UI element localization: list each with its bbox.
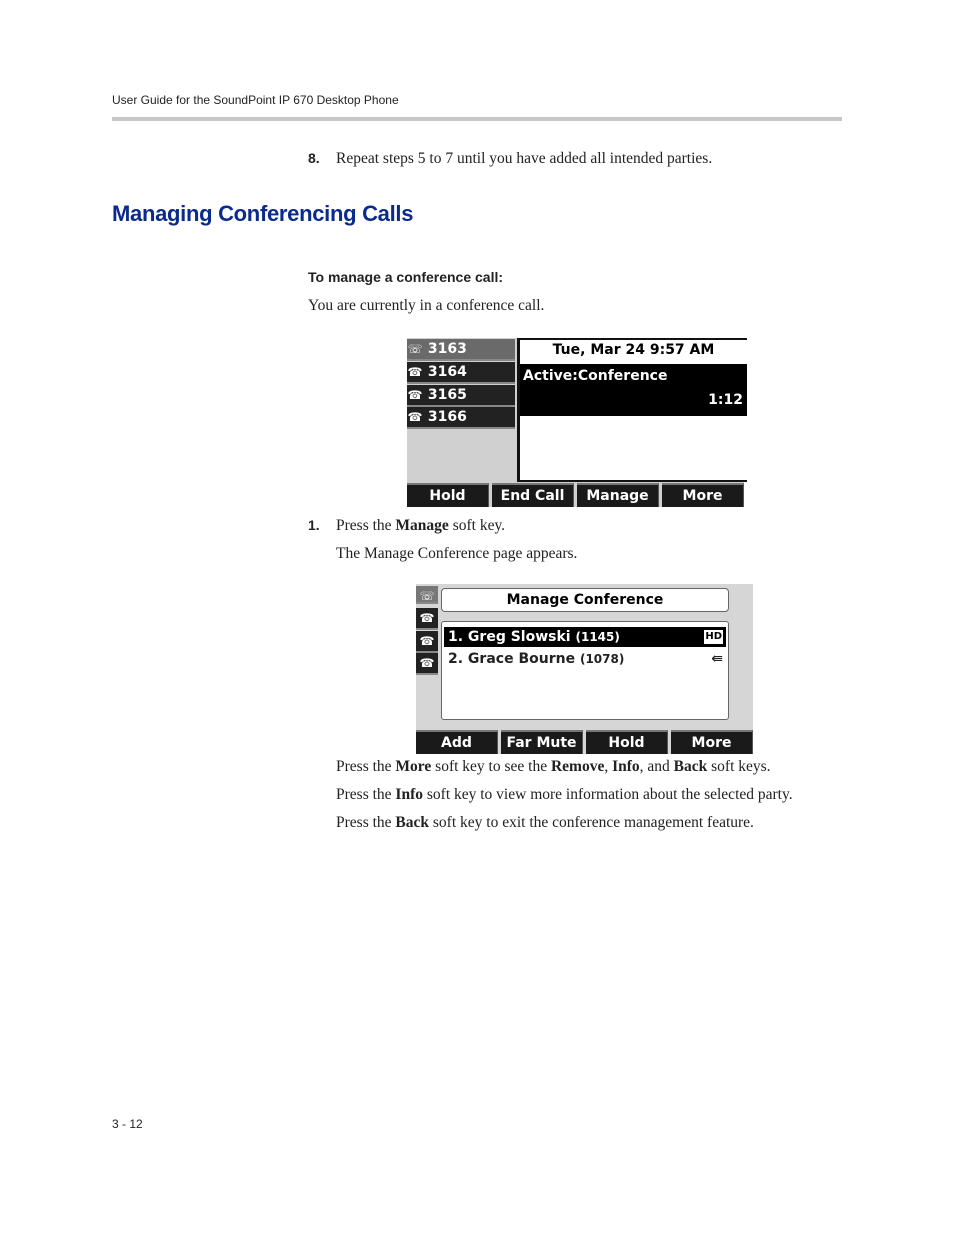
end-call-softkey[interactable]: End Call bbox=[492, 483, 574, 507]
screen-title: Manage Conference bbox=[441, 588, 729, 612]
phone-icon[interactable]: ☎ bbox=[416, 631, 438, 653]
call-status: Active:Conference bbox=[523, 368, 668, 384]
party-name: 1. Greg Slowski bbox=[448, 629, 571, 645]
step-text: Repeat steps 5 to 7 until you have added all intended parties. bbox=[336, 150, 713, 167]
active-call-bar[interactable] bbox=[520, 364, 747, 416]
line-key-3[interactable] bbox=[407, 385, 515, 407]
text-run: Press the bbox=[336, 758, 396, 775]
step-1 bbox=[308, 517, 506, 535]
note-more bbox=[336, 758, 771, 776]
party-name: 2. Grace Bourne bbox=[448, 651, 576, 667]
phone-screen-manage-conference bbox=[416, 584, 753, 754]
line-label: 3164 bbox=[427, 364, 467, 380]
page-number: 3 - 12 bbox=[112, 1117, 143, 1131]
running-header: User Guide for the SoundPoint IP 670 Desktop Phone bbox=[112, 93, 399, 107]
line-label: 3165 bbox=[427, 387, 467, 403]
line-label: 3163 bbox=[427, 341, 467, 357]
party-name-line bbox=[448, 627, 620, 647]
party-name-line bbox=[448, 649, 624, 669]
key-name: Info bbox=[612, 758, 640, 775]
phone-screen-conference bbox=[407, 338, 744, 507]
add-softkey[interactable]: Add bbox=[416, 730, 498, 754]
step-number: 8. bbox=[308, 150, 320, 166]
phone-off-hook-icon[interactable]: ☏ bbox=[416, 586, 438, 604]
line-key-4[interactable] bbox=[407, 407, 515, 429]
manage-softkey[interactable]: Manage bbox=[577, 483, 659, 507]
hold-softkey[interactable]: Hold bbox=[586, 730, 668, 754]
text-run: soft key to view more information about the selected party. bbox=[423, 786, 793, 803]
step-text bbox=[336, 517, 505, 535]
date-time: Tue, Mar 24 9:57 AM bbox=[552, 342, 715, 358]
phone-icon[interactable]: ☎ bbox=[416, 608, 438, 630]
hd-icon: HD bbox=[705, 631, 722, 642]
step-8 bbox=[308, 150, 713, 168]
text-run: soft key. bbox=[448, 517, 506, 534]
step-result: The Manage Conference page appears. bbox=[336, 545, 578, 562]
text-run: Press the bbox=[336, 517, 396, 534]
more-softkey[interactable]: More bbox=[662, 483, 744, 507]
phone-icon[interactable]: ☎ bbox=[416, 653, 438, 675]
text-run: Press the bbox=[336, 814, 396, 831]
softkey-bar bbox=[416, 730, 753, 754]
phone-icon: ☎ bbox=[407, 388, 423, 402]
key-name: Info bbox=[395, 786, 423, 803]
call-timer: 1:12 bbox=[708, 392, 743, 408]
phone-icon: ☎ bbox=[407, 365, 423, 379]
party-row[interactable] bbox=[444, 649, 726, 669]
party-row-selected[interactable] bbox=[444, 627, 726, 647]
intro-text: You are currently in a conference call. bbox=[308, 297, 545, 314]
text-run: Press the bbox=[336, 786, 396, 803]
step-number: 1. bbox=[308, 517, 320, 533]
key-name: Remove bbox=[550, 758, 605, 775]
line-key-1[interactable] bbox=[407, 339, 515, 361]
key-name: Back bbox=[395, 814, 430, 831]
party-extension: (1145) bbox=[575, 630, 620, 644]
note-info bbox=[336, 786, 793, 804]
party-list bbox=[441, 621, 729, 720]
more-softkey[interactable]: More bbox=[671, 730, 753, 754]
text-run: soft key to see the bbox=[431, 758, 551, 775]
note-back bbox=[336, 814, 754, 832]
far-mute-softkey[interactable]: Far Mute bbox=[501, 730, 583, 754]
procedure-title: To manage a conference call: bbox=[308, 269, 504, 285]
audio-arrow-icon: ⇚ bbox=[711, 651, 723, 667]
text-run: , and bbox=[639, 758, 674, 775]
phone-off-hook-icon: ☏ bbox=[407, 342, 423, 356]
text-run: soft keys. bbox=[707, 758, 771, 775]
key-name: More bbox=[395, 758, 432, 775]
key-name: Back bbox=[673, 758, 708, 775]
text-run: soft key to exit the conference management feature. bbox=[429, 814, 754, 831]
line-label: 3166 bbox=[427, 409, 467, 425]
section-heading: Managing Conferencing Calls bbox=[112, 201, 414, 226]
header-rule bbox=[112, 117, 842, 121]
line-key-2[interactable] bbox=[407, 362, 515, 384]
text-run: , bbox=[604, 758, 613, 775]
call-display bbox=[517, 338, 747, 482]
key-name: Manage bbox=[395, 517, 449, 534]
softkey-bar bbox=[407, 483, 744, 507]
hold-softkey[interactable]: Hold bbox=[407, 483, 489, 507]
party-extension: (1078) bbox=[579, 652, 625, 666]
phone-icon: ☎ bbox=[407, 410, 423, 424]
